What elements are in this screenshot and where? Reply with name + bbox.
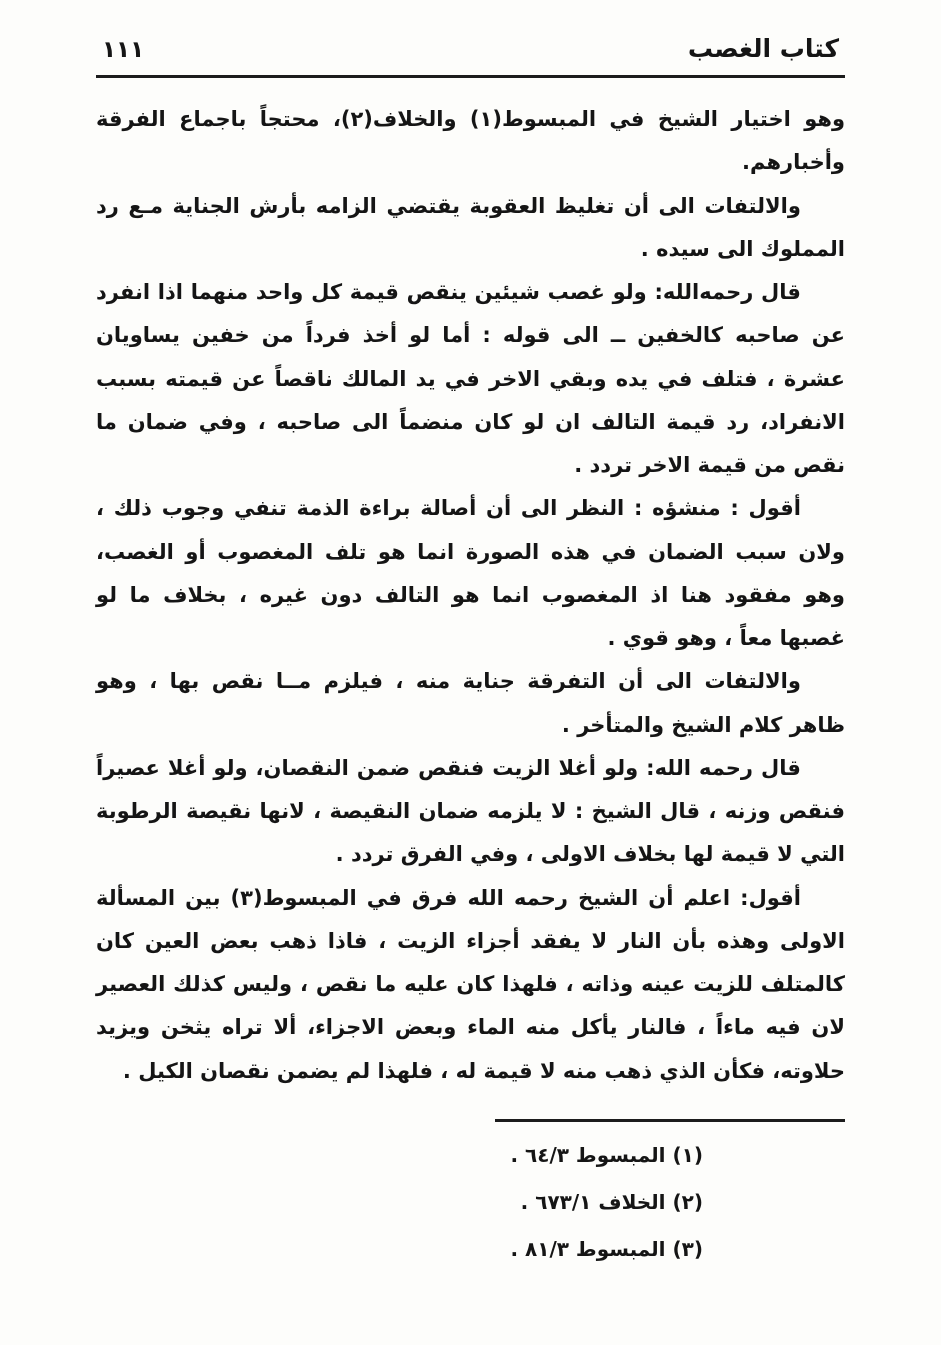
footnote-item: (٣) المبسوط ٨١/٣ . (510, 1236, 703, 1261)
book-title: كتاب الغصب (687, 34, 839, 63)
footnote-item: (١) المبسوط ٦٤/٣ . (510, 1142, 703, 1167)
footnotes (96, 1132, 845, 1273)
paragraph: قال رحمه الله: ولو أغلا الزيت فنقص ضمن النقصان، ولو أغلا عصيراً فنقص وزنه ، قال الشيخ : لا يلزمه ضمان النقيصة ، لانها نقيصة الرطوبة التي لا قيمة لها بخلاف الاولى ، وفي الفرق تردد . (96, 755, 845, 867)
paragraph: أقول : منشؤه : النظر الى أن أصالة براءة الذمة تنفي وجوب ذلك ، ولان سبب الضمان في هذه الصورة انما هو تلف المغصوب أو الغصب، وهو مفقود هنا اذ المغصوب انما هو التالف دون غيره ، بخلاف ما لو غصبها معاً ، وهو قوي . (96, 496, 845, 650)
page-header (96, 34, 845, 75)
footnote-separator (495, 1119, 845, 1122)
page-number: ١١١ (102, 37, 145, 63)
body-text (96, 98, 845, 1093)
paragraph: أقول: اعلم أن الشيخ رحمه الله فرق في المبسوط(٣) بين المسألة الاولى وهذه بأن النار لا يفقد أجزاء الزيت ، فاذا ذهب بعض العين كان كالمتلف للزيت عينه وذاته ، فلهذا كان عليه ما نقص ، وليس كذلك العصير لان فيه ماءاً ، فالنار يأكل منه الماء وبعض الاجزاء، ألا تراه يثخن ويزيد حلاوته، فكأن الذي ذهب منه لا قيمة له ، فلهذا لم يضمن نقصان الكيل . (96, 885, 845, 1083)
paragraph: وهو اختيار الشيخ في المبسوط(١) والخلاف(٢)، محتجاً باجماع الفرقة وأخبارهم. (96, 107, 846, 175)
footnote-item: (٢) الخلاف ٦٧٣/١ . (520, 1189, 703, 1214)
paragraph: والالتفات الى أن التفرقة جناية منه ، فيلزم مــا نقص بها ، وهو ظاهر كلام الشيخ والمتأخر . (96, 669, 845, 737)
paragraph: والالتفات الى أن تغليظ العقوبة يقتضي الزامه بأرش الجناية مـع رد المملوك الى سيده . (96, 193, 845, 261)
paragraph: قال رحمه‌الله: ولو غصب شيئين ينقص قيمة كل واحد منهما اذا انفرد عن صاحبه كالخفين ــ الى قوله : أما لو أخذ فرداً من خفين يساويان عشرة ، فتلف في يده وبقي الاخر في يد المالك ناقصاً عن قيمته بسبب الانفراد، رد قيمة التالف ان لو كان منضماً الى صاحبه ، وفي ضمان ما نقص من قيمة الاخر تردد . (96, 280, 845, 477)
header-rule (96, 75, 845, 78)
